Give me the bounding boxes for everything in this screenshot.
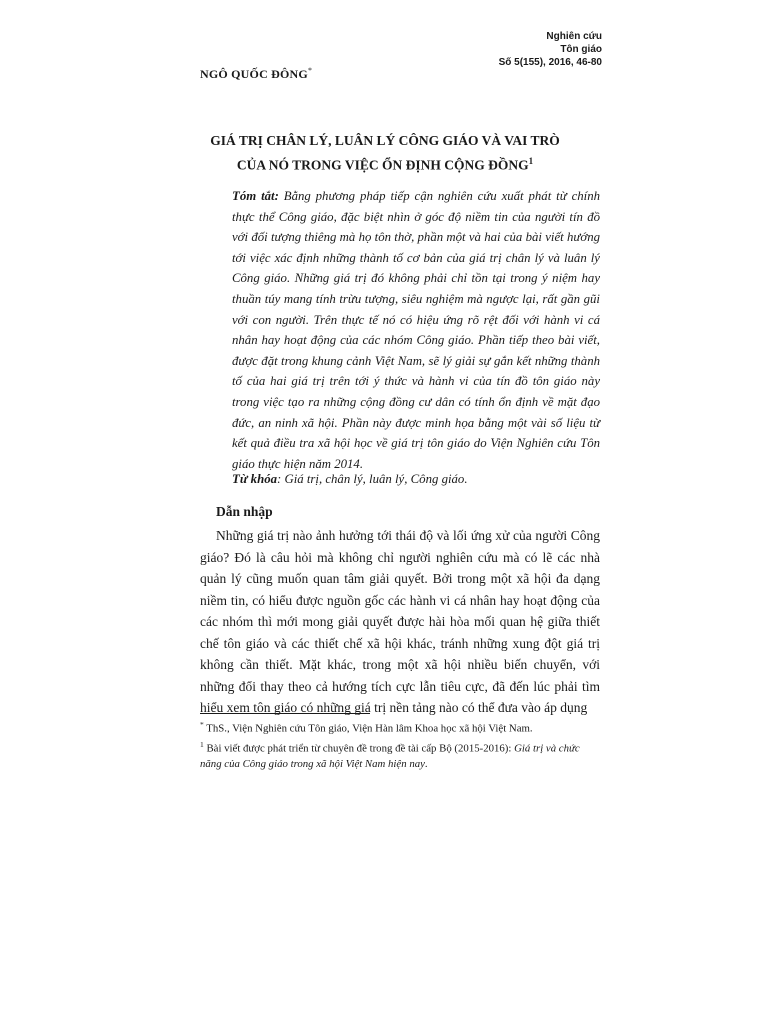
keywords — [232, 469, 600, 489]
journal-name-line2: Tôn giáo — [560, 44, 602, 55]
body-paragraph: Những giá trị nào ảnh hưởng tới thái độ và lối ứng xử của người Công giáo? Đó là câu hỏi mà không chỉ người nghiên cứu mà có lẽ các nhà quản lý cũng muốn quan tâm giải quyết. Bởi trong một xã hội đa dạng niềm tin, có hiểu được nguồn gốc các hành vi cá nhân hay hoạt động của các nhóm thì mới mong giải quyết được hài hòa mối quan hệ giữa thiết chế tôn giáo và các thiết chế xã hội khác, tránh những xung đột giá trị không cần thiết. Mặt khác, trong một xã hội nhiều biến chuyển, với những đổi thay theo cả hướng tích cực lẫn tiêu cực, đã đến lúc phải tìm hiểu xem tôn giáo có những giá trị nền tảng nào có thể đưa vào áp dụng — [200, 528, 600, 715]
footnote-2 — [200, 737, 600, 773]
footnote-2-mark: 1 — [200, 740, 204, 750]
title-footnote-mark: 1 — [528, 156, 534, 166]
author-name — [200, 66, 312, 82]
footnote-1-mark: * — [200, 720, 204, 729]
author-footnote-mark: * — [307, 66, 313, 75]
footnotes — [200, 717, 600, 773]
footnote-1-text: ThS., Viện Nghiên cứu Tôn giáo, Viện Hàn lâm Khoa học xã hội Việt Nam. — [203, 722, 533, 735]
article-title — [170, 131, 600, 176]
keywords-text: : Giá trị, chân lý, luân lý, Công giáo. — [277, 472, 468, 486]
title-line2 — [170, 151, 600, 176]
footnote-2-end: . — [424, 758, 428, 771]
journal-header — [402, 30, 602, 69]
abstract — [232, 186, 600, 474]
author-name-text: NGÔ QUỐC ĐÔNG — [200, 67, 308, 81]
abstract-text: Bằng phương pháp tiếp cận nghiên cứu xuất phát từ chính thực thể Công giáo, đặc biệt nhìn ở góc độ niềm tin của người tín đồ với đối tượng thiêng mà họ tôn thờ, phần một và hai của bài viết hướng tới việc xác định những thành tố cơ bản của giá trị chân lý và luân lý Công giáo. Những giá trị đó không phải chỉ tồn tại trong ý niệm hay thuần túy mang tính trừu tượng, siêu nghiệm mà ngược lại, rất gần gũi với con người. Trên thực tế nó có hiệu ứng rõ rệt đối với hành vi cá nhân hay hoạt động của các nhóm Công giáo. Phần tiếp theo bài viết, được đặt trong khung cảnh Việt Nam, sẽ lý giải sự gắn kết những thành tố của hai giá trị trên tới ý thức và hành vi của tín đồ tôn giáo này trong việc tạo ra những cộng đồng cư dân có tính ổn định về mặt đạo đức, an ninh xã hội. Phần này được minh họa bằng một vài số liệu từ kết quả điều tra xã hội học về giá trị tôn giáo do Viện Nghiên cứu Tôn giáo thực hiện năm 2014. — [232, 189, 601, 471]
footnote-2-italic: Giá trị và chức năng của Công giáo trong xã hội Việt Nam hiện nay — [200, 742, 580, 771]
abstract-label: Tóm tắt: — [232, 189, 279, 203]
journal-name-line1: Nghiên cứu — [546, 31, 602, 42]
title-line1: GIÁ TRỊ CHÂN LÝ, LUÂN LÝ CÔNG GIÁO VÀ VAI TRÒ — [210, 133, 560, 148]
footnote-2-text: Bài viết được phát triển từ chuyên đề trong đề tài cấp Bộ (2015-2016): — [203, 742, 515, 755]
footnote-1 — [200, 717, 600, 737]
title-line2-text: CỦA NÓ TRONG VIỆC ỔN ĐỊNH CỘNG ĐỒNG — [236, 157, 529, 173]
journal-issue: Số 5(155), 2016, 46-80 — [498, 57, 602, 68]
section-heading: Dẫn nhập — [216, 504, 273, 519]
keywords-label: Từ khóa — [232, 472, 277, 486]
footnote-divider — [200, 713, 370, 714]
